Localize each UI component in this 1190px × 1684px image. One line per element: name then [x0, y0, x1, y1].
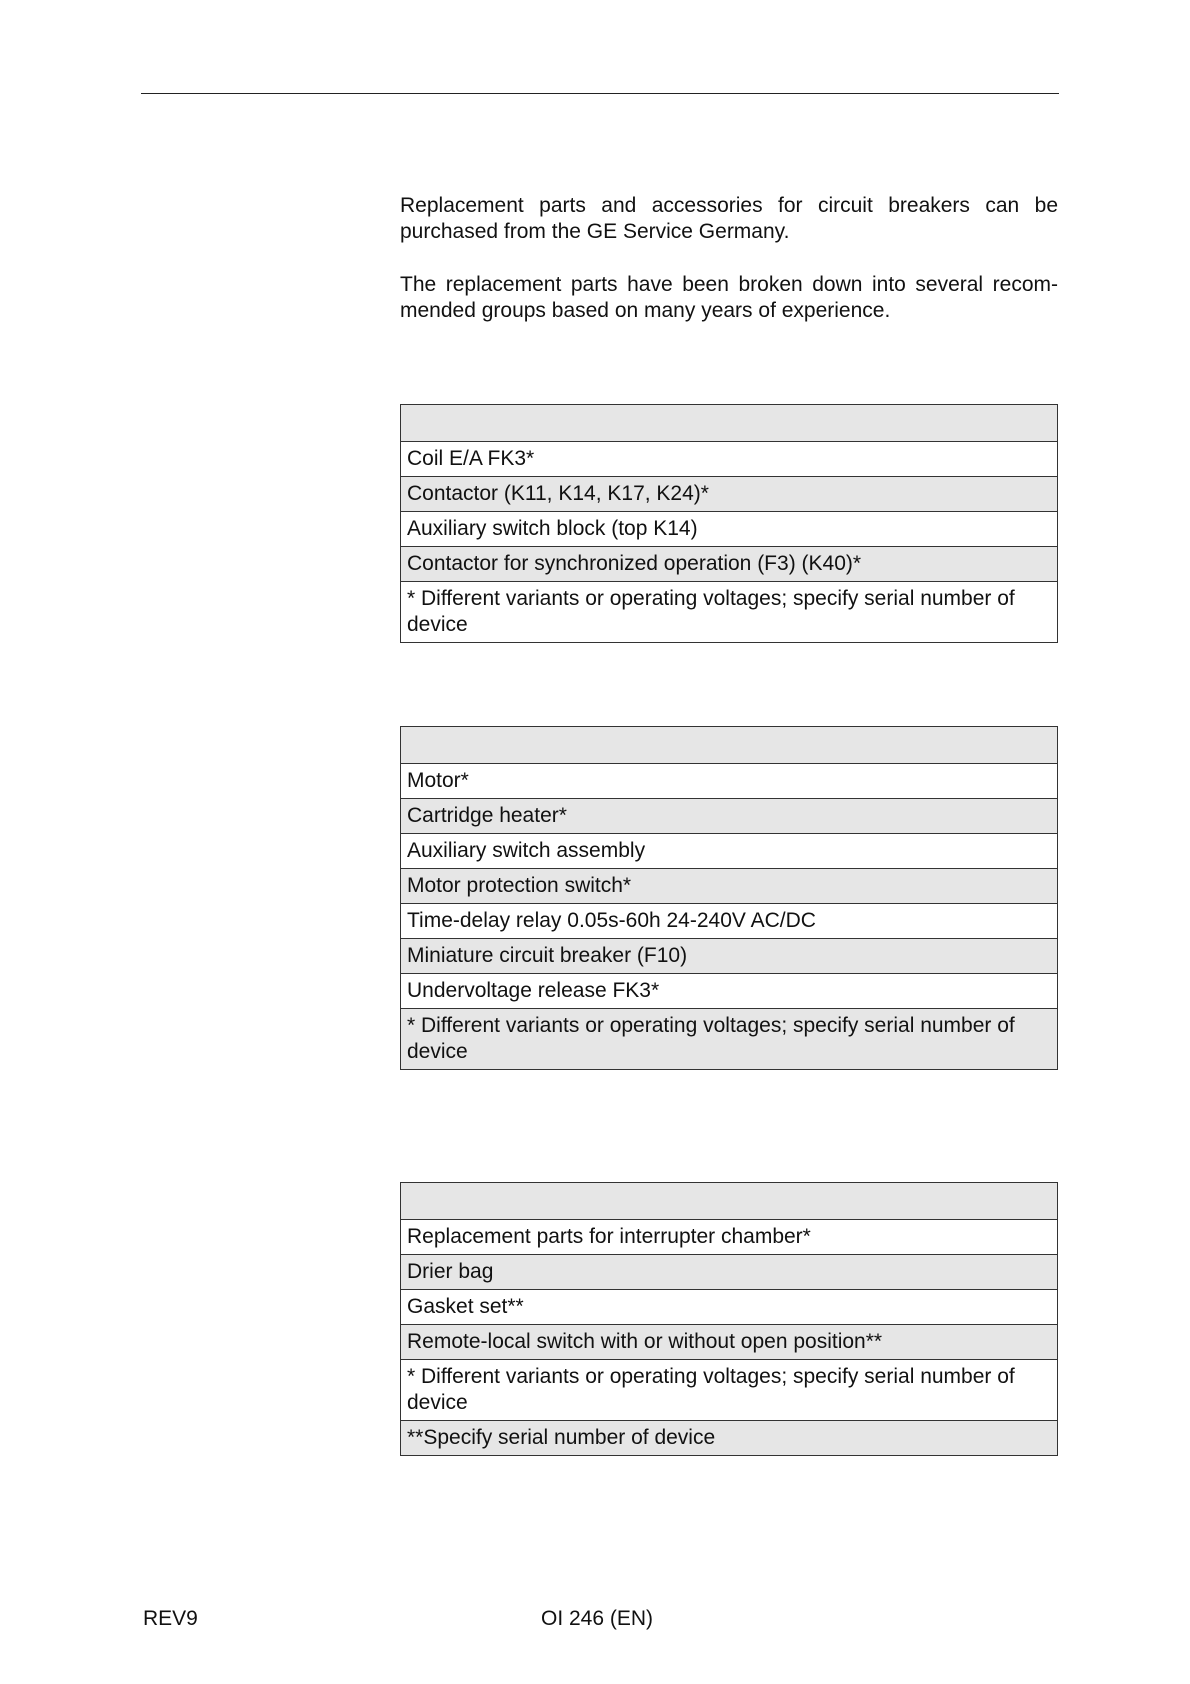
table-row: Remote-local switch with or without open position**	[401, 1325, 1058, 1360]
table-row: Undervoltage release FK3*	[401, 974, 1058, 1009]
table-row: Contactor (K11, K14, K17, K24)*	[401, 477, 1058, 512]
table-row: Contactor for synchronized operation (F3) (K40)*	[401, 547, 1058, 582]
table-row: * Different variants or operating voltages; specify serial number of device	[401, 582, 1058, 643]
table-row: Motor*	[401, 764, 1058, 799]
parts-table-1	[400, 404, 1058, 643]
parts-table-3	[400, 1182, 1058, 1456]
table-row: * Different variants or operating voltages; specify serial number of device	[401, 1360, 1058, 1421]
table-row: Gasket set**	[401, 1290, 1058, 1325]
table-row: **Specify serial number of device	[401, 1421, 1058, 1456]
intro-paragraph-2: The replacement parts have been broken down into several recom-mended groups based on many years of experience.	[400, 273, 1058, 322]
table-header	[401, 1183, 1058, 1220]
footer-document-id: OI 246 (EN)	[541, 1607, 654, 1630]
table-header	[401, 405, 1058, 442]
table-row: Coil E/A FK3*	[401, 442, 1058, 477]
table-row: Drier bag	[401, 1255, 1058, 1290]
table-row: Motor protection switch*	[401, 869, 1058, 904]
table-row: Time-delay relay 0.05s-60h 24-240V AC/DC	[401, 904, 1058, 939]
table-header	[401, 727, 1058, 764]
table-row: Miniature circuit breaker (F10)	[401, 939, 1058, 974]
table-row: Auxiliary switch assembly	[401, 834, 1058, 869]
header-rule	[141, 93, 1059, 94]
parts-table-2	[400, 726, 1058, 1070]
table-row: Auxiliary switch block (top K14)	[401, 512, 1058, 547]
table-row: * Different variants or operating voltages; specify serial number of device	[401, 1009, 1058, 1070]
footer-revision: REV9	[143, 1607, 198, 1630]
table-row: Cartridge heater*	[401, 799, 1058, 834]
intro-paragraph-1: Replacement parts and accessories for circuit breakers can be purchased from the GE Service Germany.	[400, 194, 1058, 243]
table-row: Replacement parts for interrupter chamber*	[401, 1220, 1058, 1255]
